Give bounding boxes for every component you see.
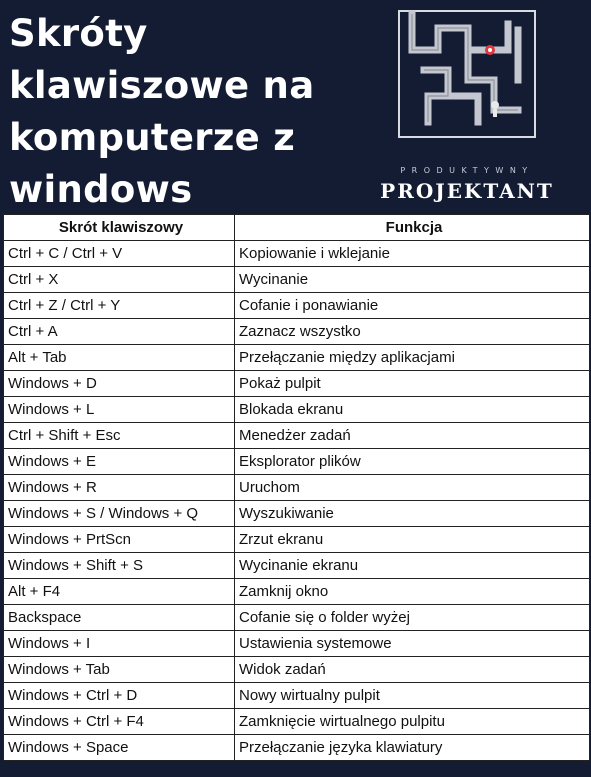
function-cell: Nowy wirtualny pulpit <box>235 683 590 709</box>
shortcut-cell: Windows + E <box>4 449 235 475</box>
table-row <box>4 267 590 293</box>
function-cell: Zamknięcie wirtualnego pulpitu <box>235 709 590 735</box>
title-line: Skróty <box>9 12 148 55</box>
table-row <box>4 683 590 709</box>
function-cell: Zaznacz wszystko <box>235 319 590 345</box>
table-row <box>4 345 590 371</box>
shortcut-cell: Ctrl + Z / Ctrl + Y <box>4 293 235 319</box>
shortcut-cell: Windows + Shift + S <box>4 553 235 579</box>
table-header-row <box>4 215 590 241</box>
table-row <box>4 657 590 683</box>
function-cell: Ustawienia systemowe <box>235 631 590 657</box>
table-row <box>4 553 590 579</box>
header <box>0 0 591 213</box>
function-cell: Wycinanie <box>235 267 590 293</box>
table-row <box>4 579 590 605</box>
column-header-shortcut: Skrót klawiszowy <box>4 215 235 241</box>
column-header-function: Funkcja <box>235 215 590 241</box>
shortcut-cell: Windows + Ctrl + F4 <box>4 709 235 735</box>
function-cell: Kopiowanie i wklejanie <box>235 241 590 267</box>
table-row <box>4 631 590 657</box>
function-cell: Przełączanie między aplikacjami <box>235 345 590 371</box>
shortcut-cell: Ctrl + X <box>4 267 235 293</box>
shortcuts-table <box>3 214 590 761</box>
shortcut-cell: Ctrl + C / Ctrl + V <box>4 241 235 267</box>
function-cell: Blokada ekranu <box>235 397 590 423</box>
page-title <box>9 8 379 216</box>
shortcut-cell: Windows + R <box>4 475 235 501</box>
function-cell: Wyszukiwanie <box>235 501 590 527</box>
shortcut-cell: Windows + D <box>4 371 235 397</box>
brand-tagline: PRODUKTYWNY <box>400 166 534 175</box>
table-row <box>4 735 590 761</box>
shortcut-cell: Windows + S / Windows + Q <box>4 501 235 527</box>
shortcut-cell: Windows + Tab <box>4 657 235 683</box>
table-row <box>4 449 590 475</box>
table-row <box>4 371 590 397</box>
function-cell: Przełączanie języka klawiatury <box>235 735 590 761</box>
table-row <box>4 397 590 423</box>
pipes-logo-icon <box>398 10 536 138</box>
function-cell: Cofanie i ponawianie <box>235 293 590 319</box>
table-row <box>4 501 590 527</box>
function-cell: Eksplorator plików <box>235 449 590 475</box>
function-cell: Zrzut ekranu <box>235 527 590 553</box>
shortcut-cell: Windows + L <box>4 397 235 423</box>
shortcut-cell: Alt + Tab <box>4 345 235 371</box>
shortcut-cell: Backspace <box>4 605 235 631</box>
table-row <box>4 605 590 631</box>
table-row <box>4 319 590 345</box>
function-cell: Wycinanie ekranu <box>235 553 590 579</box>
brand-name: PROJEKTANT <box>380 179 554 203</box>
table-row <box>4 527 590 553</box>
table-row <box>4 293 590 319</box>
title-line: windows <box>9 168 193 211</box>
shortcut-cell: Ctrl + Shift + Esc <box>4 423 235 449</box>
shortcut-cell: Windows + Ctrl + D <box>4 683 235 709</box>
shortcut-cell: Alt + F4 <box>4 579 235 605</box>
function-cell: Cofanie się o folder wyżej <box>235 605 590 631</box>
table-row <box>4 709 590 735</box>
title-line: klawiszowe na <box>9 64 315 107</box>
function-cell: Pokaż pulpit <box>235 371 590 397</box>
function-cell: Zamknij okno <box>235 579 590 605</box>
function-cell: Uruchom <box>235 475 590 501</box>
shortcut-cell: Ctrl + A <box>4 319 235 345</box>
function-cell: Widok zadań <box>235 657 590 683</box>
table-row <box>4 423 590 449</box>
table-row <box>4 475 590 501</box>
title-line: komputerze z <box>9 116 296 159</box>
shortcut-cell: Windows + PrtScn <box>4 527 235 553</box>
table-row <box>4 241 590 267</box>
shortcut-cell: Windows + Space <box>4 735 235 761</box>
function-cell: Menedżer zadań <box>235 423 590 449</box>
shortcut-cell: Windows + I <box>4 631 235 657</box>
